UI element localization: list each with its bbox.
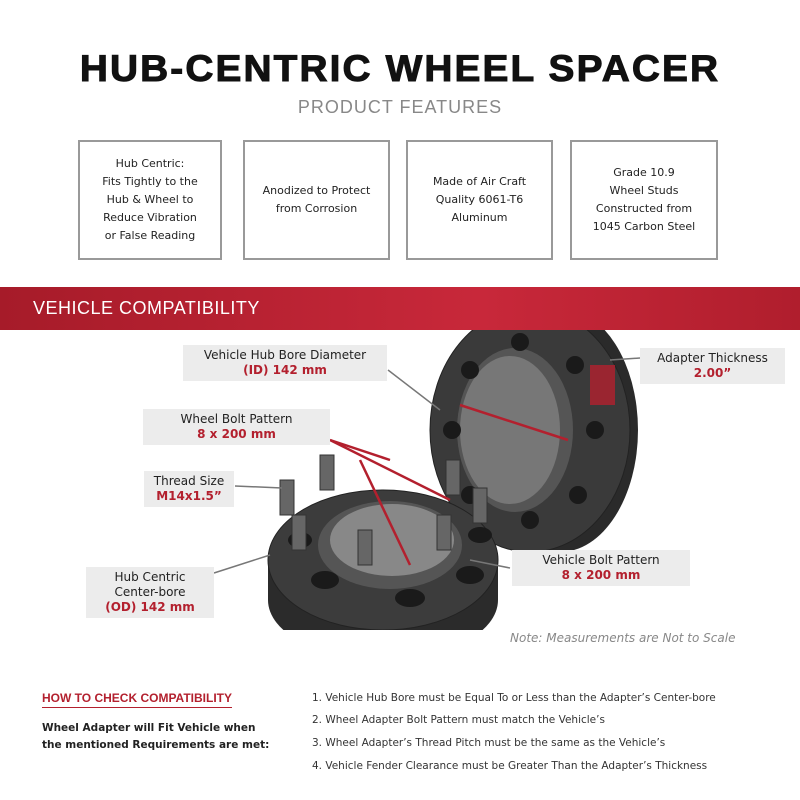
feature-anodized: Anodized to Protect from Corrosion xyxy=(243,140,390,260)
callout-label: Hub Centric Center-bore xyxy=(114,570,186,599)
howto-title: HOW TO CHECK COMPATIBILITY xyxy=(42,691,232,708)
howto-subtitle: Wheel Adapter will Fit Vehicle when the mentioned Requirements are met: xyxy=(42,722,270,751)
feature-studs: Grade 10.9 Wheel Studs Constructed from 1045 Carbon Steel xyxy=(570,140,718,260)
callout-value: (ID) 142 mm xyxy=(243,363,327,377)
feature-aluminum: Made of Air Craft Quality 6061-T6 Aluminum xyxy=(406,140,553,260)
thread-size-callout xyxy=(144,471,234,507)
callout-value: (OD) 142 mm xyxy=(105,600,195,614)
callout-value: 8 x 200 mm xyxy=(197,427,276,441)
requirement-item: 4. Vehicle Fender Clearance must be Greater Than the Adapter’s Thickness xyxy=(312,760,708,772)
thickness-callout xyxy=(640,348,785,384)
callout-value: M14x1.5” xyxy=(156,489,222,503)
feature-hub-centric: Hub Centric: Fits Tightly to the Hub & Wheel to Reduce Vibration or False Reading xyxy=(78,140,222,260)
center-bore-callout xyxy=(86,567,214,618)
vehicle-bolt-callout xyxy=(512,550,690,586)
scale-note: Note: Measurements are Not to Scale xyxy=(510,631,736,645)
callout-label: Vehicle Hub Bore Diameter xyxy=(203,348,367,362)
requirement-item: 1. Vehicle Hub Bore must be Equal To or Less than the Adapter’s Center-bore xyxy=(312,692,716,704)
hub-bore-callout xyxy=(183,345,387,381)
page-subtitle: PRODUCT FEATURES xyxy=(297,97,503,117)
callout-value: 2.00” xyxy=(693,366,732,380)
callout-label: Vehicle Bolt Pattern xyxy=(542,553,660,567)
wheel-bolt-callout xyxy=(143,409,330,445)
requirement-item: 3. Wheel Adapter’s Thread Pitch must be the same as the Vehicle’s xyxy=(312,737,666,749)
callout-label: Adapter Thickness xyxy=(657,351,768,365)
banner-title: VEHICLE COMPATIBILITY xyxy=(33,298,260,318)
callout-value: 8 x 200 mm xyxy=(561,568,641,582)
callout-label: Wheel Bolt Pattern xyxy=(180,412,293,426)
requirement-item: 2. Wheel Adapter Bolt Pattern must match the Vehicle’s xyxy=(312,714,605,726)
page-title: HUB-CENTRIC WHEEL SPACER xyxy=(79,48,721,89)
compatibility-banner xyxy=(0,287,800,330)
callout-label: Thread Size xyxy=(153,474,225,488)
